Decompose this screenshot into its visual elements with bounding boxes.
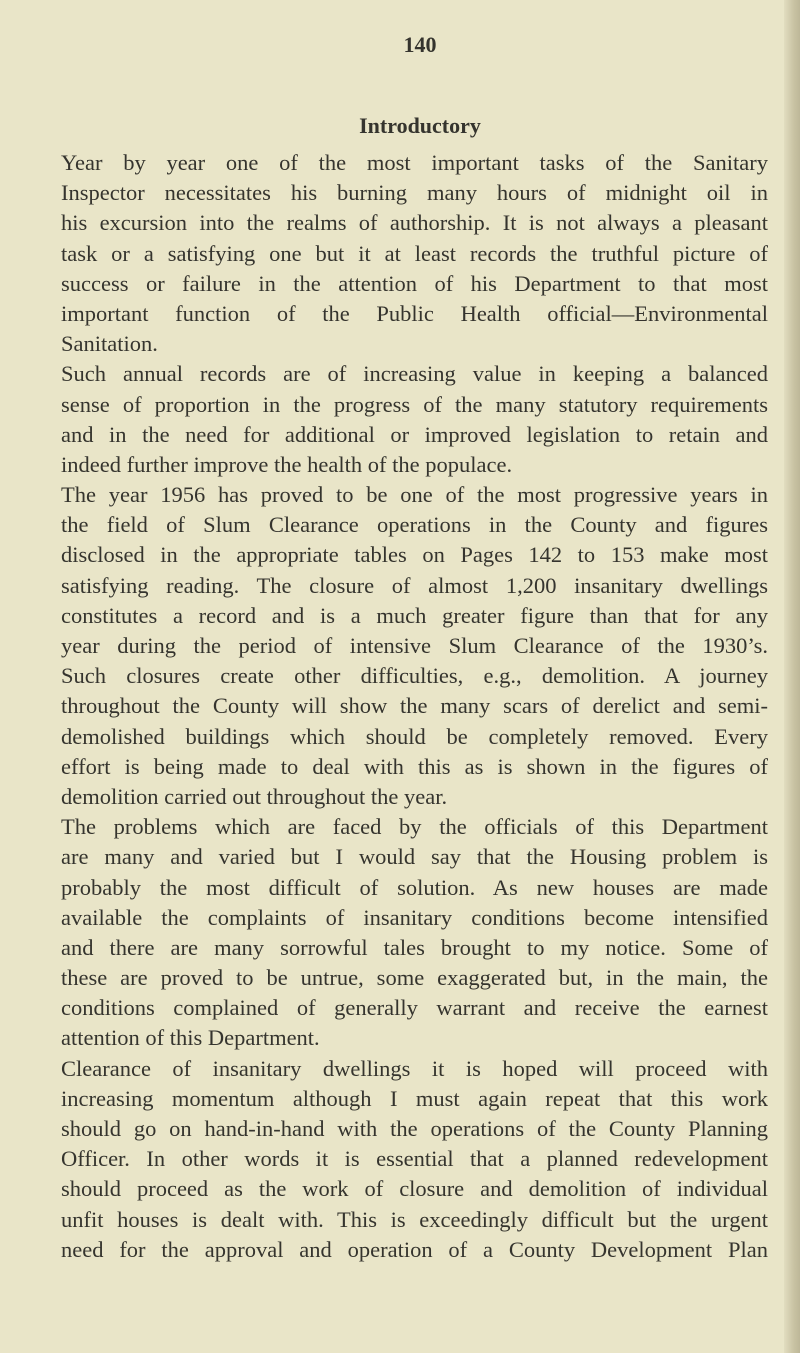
text-line: The year 1956 has proved to be one of the most progressive years in [61, 482, 768, 508]
text-line: throughout the County will show the many scars of derelict and semi- [61, 693, 768, 719]
text-line: available the complaints of insanitary conditions become intensified [61, 904, 768, 930]
text-line: The problems which are faced by the officials of this Department [61, 814, 768, 840]
text-line: unfit houses is dealt with. This is exceedingly difficult but the urgent [61, 1206, 768, 1232]
text-line: Inspector necessitates his burning many hours of midnight oil in [61, 180, 768, 206]
text-line: Year by year one of the most important tasks of the Sanitary [61, 150, 768, 175]
text-line: Such annual records are of increasing value in keeping a balanced [61, 361, 768, 387]
text-line: demolition carried out throughout the year. [61, 783, 448, 809]
text-line: Clearance of insanitary dwellings it is hoped will proceed with [61, 1055, 768, 1081]
text-line: important function of the Public Health official—Environmental [61, 300, 768, 326]
text-line: satisfying reading. The closure of almost 1,200 insanitary dwellings [61, 572, 768, 598]
text-line: success or failure in the attention of his Department to that most [61, 270, 768, 296]
text-line: disclosed in the appropriate tables on Pages 142 to 153 make most [61, 542, 768, 568]
text-line: Such closures create other difficulties, e.g., demolition. A journey [61, 663, 768, 689]
text-line: demolished buildings which should be completely removed. Every [61, 723, 768, 749]
text-line: his excursion into the realms of authorship. It is not always a pleasant [61, 210, 768, 236]
text-line: the field of Slum Clearance operations in the County and figures [61, 512, 768, 538]
body-text [61, 148, 768, 1265]
text-line: are many and varied but I would say that the Housing problem is [61, 844, 768, 870]
text-line: should go on hand-in-hand with the operations of the County Planning [61, 1116, 768, 1141]
text-line: probably the most difficult of solution. As new houses are made [61, 874, 768, 900]
text-line: Sanitation. [61, 331, 158, 357]
text-line: constitutes a record and is a much greater figure than that for any [61, 602, 768, 628]
page-number: 140 [403, 32, 437, 57]
text-line: and in the need for additional or improved legislation to retain and [61, 421, 768, 447]
text-line: need for the approval and operation of a County Development Plan [61, 1236, 768, 1262]
text-line: year during the period of intensive Slum Clearance of the 1930’s. [61, 633, 768, 658]
page-edge-shadow [784, 0, 800, 1353]
text-line: effort is being made to deal with this as is shown in the figures of [61, 753, 768, 779]
text-line: task or a satisfying one but it at least records the truthful picture of [61, 240, 768, 266]
text-line: conditions complained of generally warrant and receive the earnest [61, 995, 768, 1021]
text-line: Officer. In other words it is essential that a planned redevelopment [61, 1146, 768, 1172]
text-line: these are proved to be untrue, some exaggerated but, in the main, the [61, 965, 768, 991]
text-line: sense of proportion in the progress of the many statutory requirements [61, 391, 768, 417]
text-line: and there are many sorrowful tales brought to my notice. Some of [61, 934, 768, 960]
text-line: indeed further improve the health of the populace. [61, 451, 513, 477]
text-line: increasing momentum although I must again repeat that this work [61, 1085, 768, 1111]
text-line: attention of this Department. [61, 1025, 320, 1051]
text-line: should proceed as the work of closure and demolition of individual [61, 1176, 768, 1202]
section-title: Introductory [359, 113, 481, 138]
